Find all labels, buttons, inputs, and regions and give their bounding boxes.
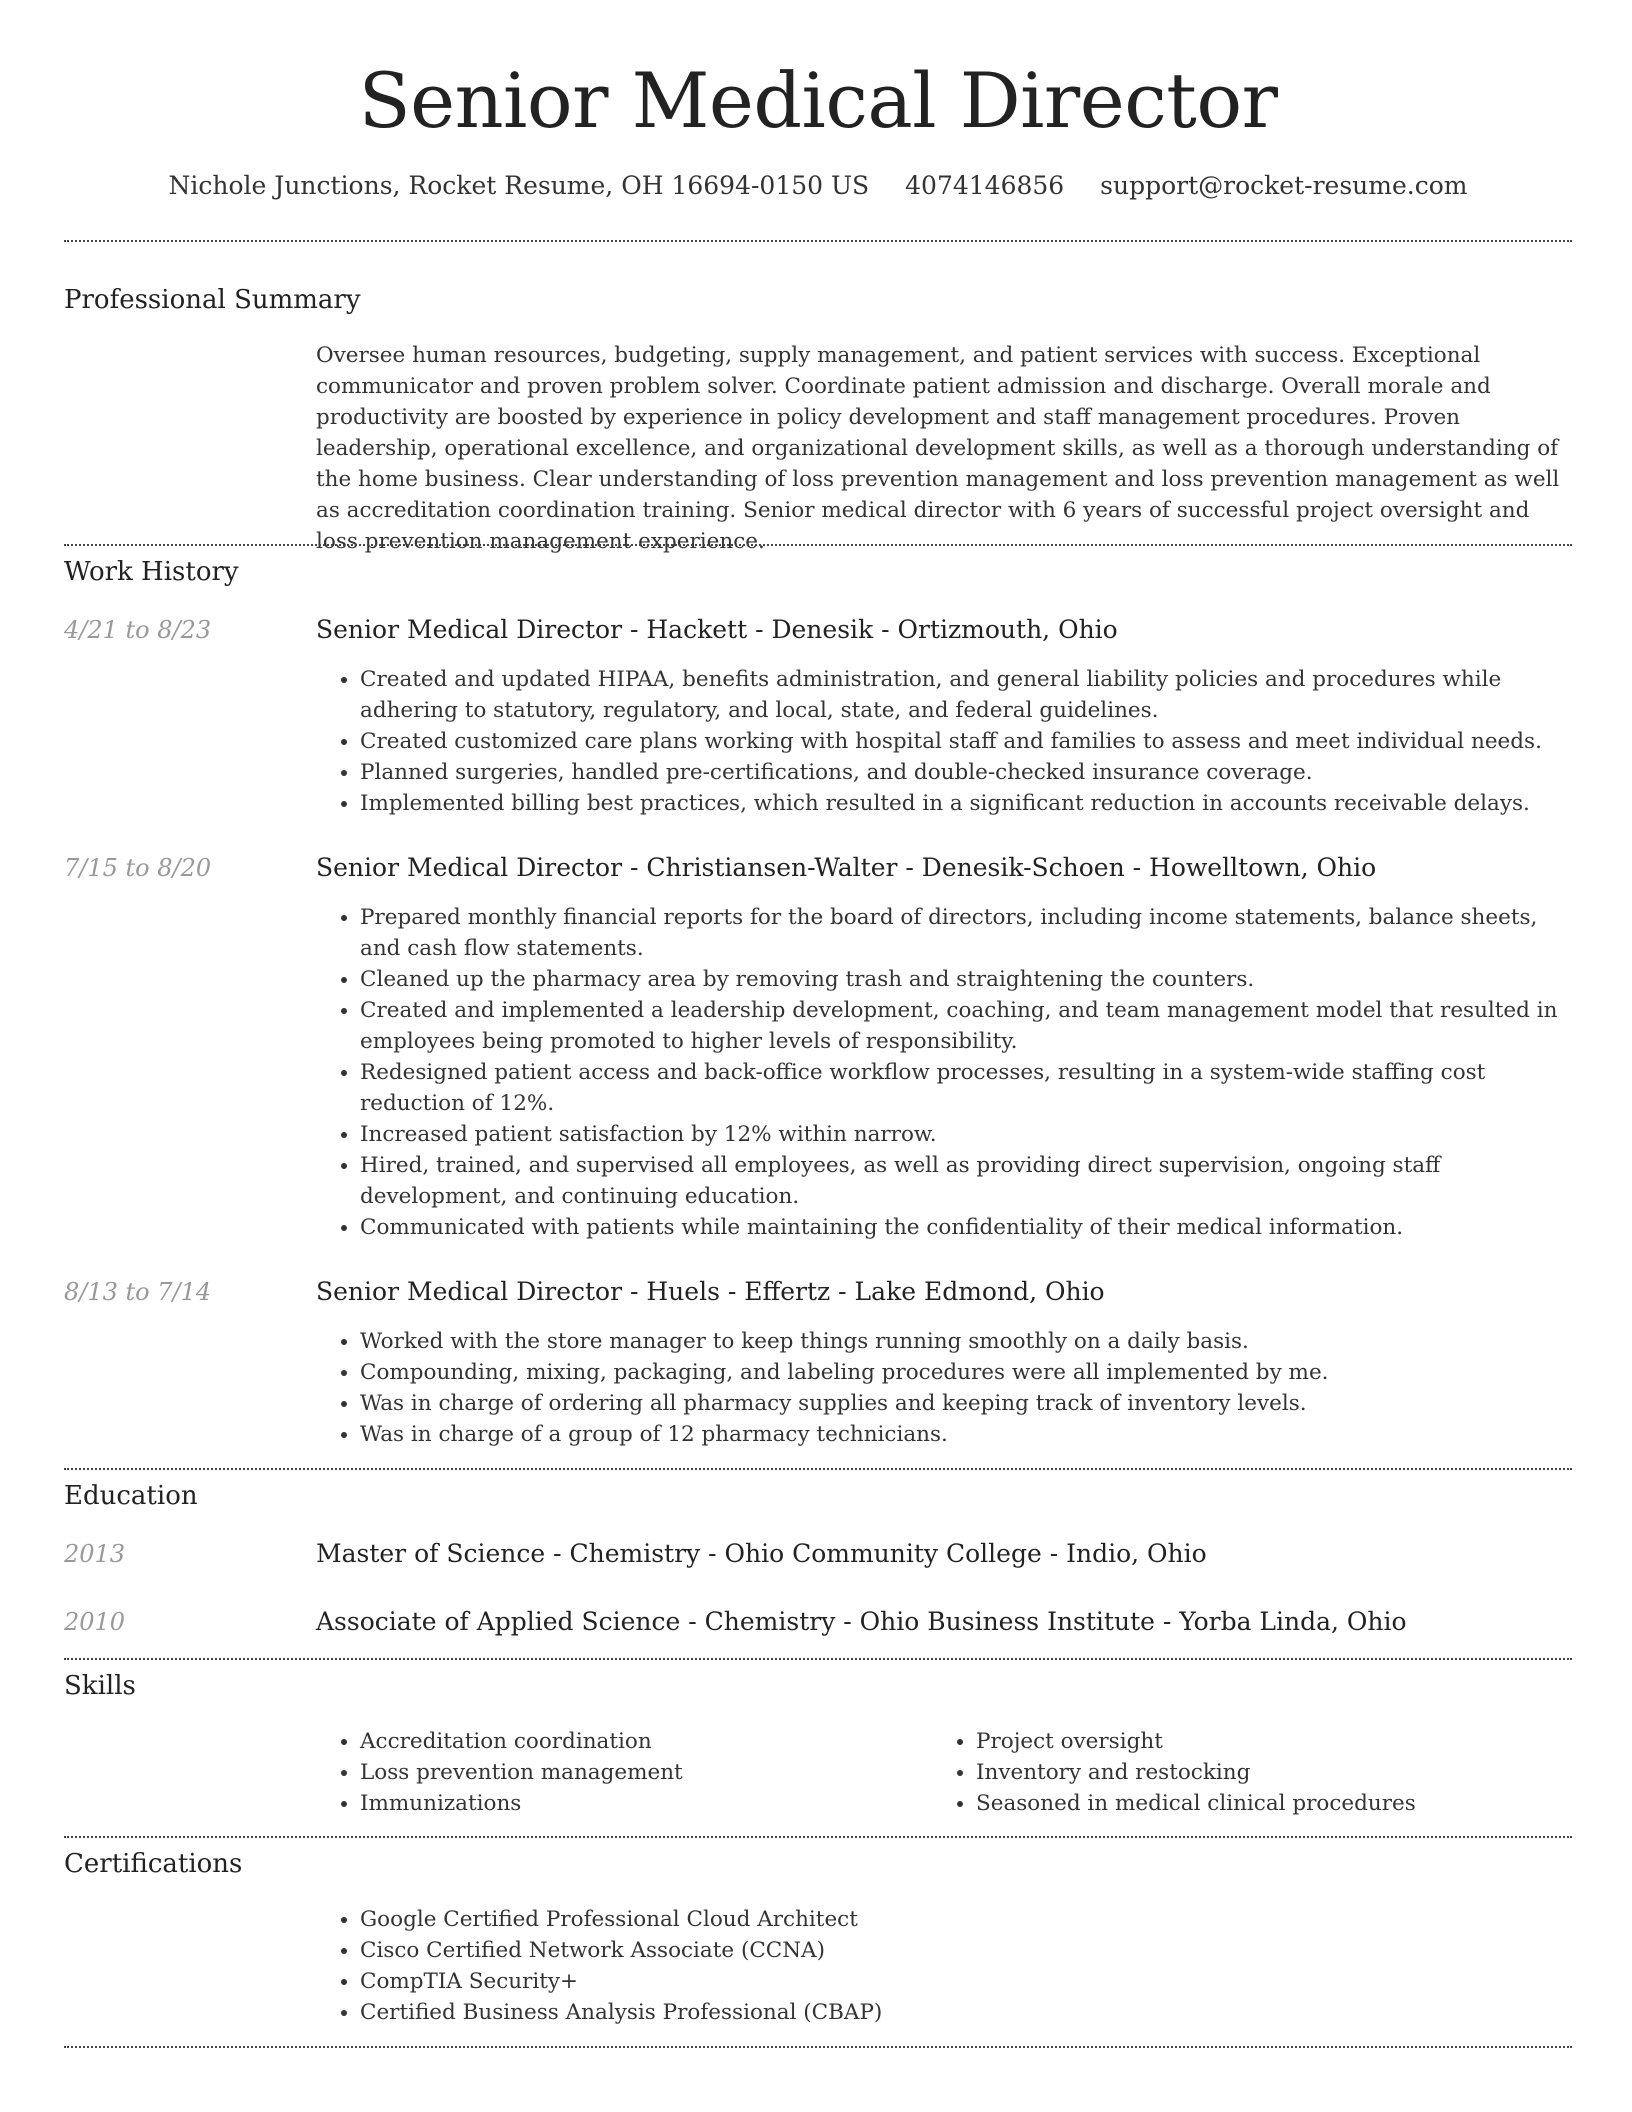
list-item: • Seasoned in medical clinical procedures: [976, 1788, 1572, 1819]
list-item: • Loss prevention management: [360, 1757, 932, 1788]
list-item: • Communicated with patients while maintaining the confidentiality of their medical information.: [360, 1212, 1572, 1243]
education-heading: Education: [64, 1481, 198, 1511]
list-item: • Worked with the store manager to keep things running smoothly on a daily basis.: [360, 1326, 1572, 1357]
contact-phone: 4074146856: [905, 171, 1065, 200]
list-item: • Immunizations: [360, 1788, 932, 1819]
list-item: • Inventory and restocking: [976, 1757, 1572, 1788]
job-dates: 8/13 to 7/14: [64, 1278, 212, 1306]
job-title: Senior Medical Director - Hackett - Denesik - Ortizmouth, Ohio: [316, 615, 1118, 644]
list-item: • Project oversight: [976, 1726, 1572, 1757]
job-title: Senior Medical Director - Huels - Effertz - Lake Edmond, Ohio: [316, 1277, 1105, 1306]
job-dates: 7/15 to 8/20: [64, 854, 212, 882]
list-item: • Certified Business Analysis Professional (CBAP): [360, 1997, 1572, 2028]
list-item: • Cleaned up the pharmacy area by removing trash and straightening the counters.: [360, 964, 1572, 995]
list-item: • Hired, trained, and supervised all employees, as well as providing direct supervision, ongoing staff development, and continuing education.: [360, 1150, 1572, 1212]
skills-heading: Skills: [64, 1671, 136, 1701]
certifications-list: [316, 1904, 1572, 2028]
skills-list-right: [932, 1726, 1572, 1819]
divider: [64, 1658, 1572, 1660]
list-item: • Implemented billing best practices, which resulted in a significant reduction in accounts receivable delays.: [360, 788, 1572, 819]
education-year: 2010: [64, 1608, 126, 1636]
list-item: • CompTIA Security+: [360, 1966, 1572, 1997]
certifications-heading: Certifications: [64, 1849, 243, 1879]
list-item: • Planned surgeries, handled pre-certifications, and double-checked insurance coverage.: [360, 757, 1572, 788]
list-item: • Google Certified Professional Cloud Architect: [360, 1904, 1572, 1935]
list-item: • Created and implemented a leadership development, coaching, and team management model that resulted in employees being promoted to higher levels of responsibility.: [360, 995, 1572, 1057]
job-bullets: [316, 1326, 1572, 1450]
divider: [64, 240, 1572, 242]
education-degree: Master of Science - Chemistry - Ohio Community College - Indio, Ohio: [316, 1539, 1207, 1568]
contact-address: Nichole Junctions, Rocket Resume, OH 16694-0150 US: [168, 171, 870, 200]
summary-heading: Professional Summary: [64, 285, 361, 315]
list-item: • Compounding, mixing, packaging, and labeling procedures were all implemented by me.: [360, 1357, 1572, 1388]
list-item: • Increased patient satisfaction by 12% within narrow.: [360, 1119, 1572, 1150]
divider: [64, 544, 1572, 546]
contact-line: [64, 170, 1572, 202]
job-bullets: [316, 902, 1572, 1243]
divider: [64, 2046, 1572, 2048]
list-item: • Cisco Certified Network Associate (CCNA): [360, 1935, 1572, 1966]
work-history-heading: Work History: [64, 557, 239, 587]
divider: [64, 1836, 1572, 1838]
resume-title: Senior Medical Director: [358, 56, 1278, 145]
list-item: • Prepared monthly financial reports for the board of directors, including income statements, balance sheets, and cash flow statements.: [360, 902, 1572, 964]
resume-page: [64, 0, 1572, 2025]
list-item: • Created and updated HIPAA, benefits administration, and general liability policies and procedures while adhering to statutory, regulatory, and local, state, and federal guidelines.: [360, 664, 1572, 726]
list-item: • Was in charge of ordering all pharmacy supplies and keeping track of inventory levels.: [360, 1388, 1572, 1419]
job-dates: 4/21 to 8/23: [64, 616, 212, 644]
list-item: • Created customized care plans working with hospital staff and families to assess and meet individual needs.: [360, 726, 1572, 757]
job-title: Senior Medical Director - Christiansen-Walter - Denesik-Schoen - Howelltown, Ohio: [316, 853, 1377, 882]
contact-email: support@rocket-resume.com: [1100, 171, 1468, 200]
divider: [64, 1468, 1572, 1470]
summary-text: Oversee human resources, budgeting, supply management, and patient services with success. Exceptional communicator and proven problem solver. Coordinate patient admission and discharge. Overall morale and productivity are boosted by experience in policy development and staff management procedures. Proven leadership, operational excellence, and organizational development skills, as well as a thorough understanding of the home business. Clear understanding of loss prevention management and loss prevention management as well as accreditation coordination training. Senior medical director with 6 years of successful project oversight and loss prevention management experience.: [316, 343, 1560, 554]
list-item: • Was in charge of a group of 12 pharmacy technicians.: [360, 1419, 1572, 1450]
education-degree: Associate of Applied Science - Chemistry - Ohio Business Institute - Yorba Linda, Ohio: [316, 1607, 1407, 1636]
job-bullets: [316, 664, 1572, 819]
skills-list-left: [316, 1726, 932, 1819]
list-item: • Accreditation coordination: [360, 1726, 932, 1757]
list-item: • Redesigned patient access and back-office workflow processes, resulting in a system-wide staffing cost reduction of 12%.: [360, 1057, 1572, 1119]
education-year: 2013: [64, 1540, 126, 1568]
